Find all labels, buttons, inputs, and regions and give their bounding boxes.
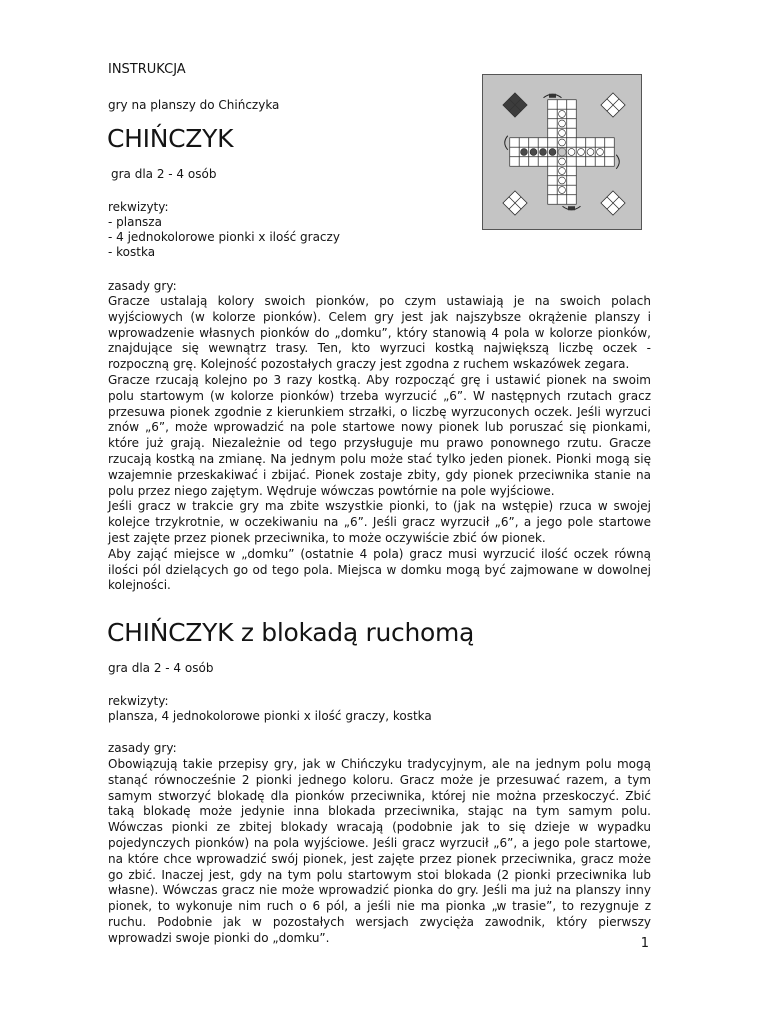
board-square [567,119,577,129]
game2-title: CHIŃCZYK z blokadą ruchomą [107,618,475,647]
paragraph: Gracze ustalają kolory swoich pionków, po czym ustawiają je na swoich polach wyjściowych (w kolorze pionków). Celem gry jest jak najszybsze okrążenie planszy i wprowadzenie własnych pionków do „domku”, który stanowią 4 pola w kolorze pionków, znajdujące się wewnątrz trasy. Ten, kto wyrzuci kostką największą liczbę oczek - rozpoczną grę. Kolejność pozostałych graczy jest zgodna z ruchem wskazówek zegara. [108,294,651,372]
home-circle [559,158,566,165]
game2-players: gra dla 2 - 4 osób [108,661,214,675]
board-square [567,195,577,205]
board-square [605,138,615,148]
board-square [548,100,558,110]
props-label: rekwizyty: [108,200,169,214]
props-item: - kostka [108,245,156,259]
home-circle [568,149,575,156]
board-square [529,138,539,148]
game1-props [108,200,340,260]
board-square [510,147,520,157]
game1-players: gra dla 2 - 4 osób [111,167,217,181]
game1-rules-body [108,294,651,594]
instruction-label: INSTRUKCJA [108,62,186,77]
paragraph: Gracze rzucają kolejno po 3 razy kostką. Aby rozpocząć grę i ustawić pionek na swoim polu startowym (w kolorze pionków) trzeba wyrzucić „6”. W następnych rzutach gracz przesuwa pionek zgodnie z kierunkiem strzałki, o liczbę wyrzuconych oczek. Jeśli wyrzuci znów „6”, może wprowadzić na pole startowe nowy pionek lub poruszać się pionkami, które już grają. Niezależnie od tego przysługuje mu prawo ponownego rzutu. Gracze rzucają kostką na zmianę. Na jednym polu może stać tylko jeden pionek. Pionki mogą się wzajemnie przeskakiwać i zbijać. Pionek zostaje zbity, gdy pionek przeciwnika stanie na polu przez niego zajętym. Wędruje wówczas powtórnie na pole wyjściowe. [108,372,651,498]
props-item: - plansza [108,215,162,229]
board-square [567,128,577,138]
board-square [586,157,596,167]
home-circle [549,149,556,156]
board-square [548,157,558,167]
board-square [567,166,577,176]
home-circle [530,149,537,156]
game-board-illustration [482,74,642,230]
home-circle [559,130,566,137]
center-marker [558,148,566,156]
board-square [548,128,558,138]
board-square [548,176,558,186]
game2-rules-body: Obowiązują takie przepisy gry, jak w Chińczyku tradycyjnym, ale na jednym polu mogą stanąć równocześnie 2 pionki jednego koloru. Gracz może je przesuwać razem, a tym samym stworzyć blokadę dla pionków przeciwnika, której nie można przeskoczyć. Zbić taką blokadę może jedynie inna blokada przeciwnika, stając na tym samym polu. Wówczas pionki ze zbitej blokady wracają (podobnie jak to się dzieje w wypadku pojedynczych pionków) na pola wyjściowe. Jeśli gracz wyrzucił „6”, a jego pole startowe, na które chce wprowadzić swój pionek, jest zajęte przez pionek przeciwnika, gracz może go zbić. Inaczej jest, gdy na tym polu startowym stoi blokada (2 pionki przeciwnika lub własne). Wówczas gracz nie może wprowadzić pionka do gry. Jeśli ma już na planszy inny pionek, to wykonuje nim ruch o 6 pól, a jeśli nie ma pionka „w trasie”, to rezygnuje z ruchu. Podobnie jak w pozostałych wersjach zwycięża zawodnik, który pierwszy wprowadzi swoje pionki do „domku”. [108,757,651,945]
board-square [519,157,529,167]
home-circle [540,149,547,156]
start-marker [568,206,575,210]
board-square [510,157,520,167]
home-circle [559,177,566,184]
board-square [605,147,615,157]
board-square [576,157,586,167]
home-circle [578,149,585,156]
game1-rules-label: zasady gry: [108,279,177,293]
board-square [567,138,577,148]
board-square [548,138,558,148]
paragraph: Jeśli gracz w trakcie gry ma zbite wszystkie pionki, to (jak na wstępie) rzuca w swojej kolejce trzykrotnie, w oczekiwaniu na „6”. Jeśli gracz wyrzucił „6”, a jego pole startowe jest zajęte przez pionek przeciwnika, to może oczywiście zbić ów pionek. [108,499,651,545]
board-square [557,100,567,110]
board-square [548,185,558,195]
start-marker [549,94,556,98]
board-square [538,157,548,167]
board-square [567,157,577,167]
board-square [567,185,577,195]
game1-title: CHIŃCZYK [107,124,234,153]
board-square [557,195,567,205]
board-square [538,138,548,148]
board-square [548,109,558,119]
home-circle [559,139,566,146]
props-item: - 4 jednokolorowe pionki x ilość graczy [108,230,340,244]
home-circle [559,120,566,127]
board-square [586,138,596,148]
board-square [576,138,586,148]
subtitle: gry na planszy do Chińczyka [108,98,280,112]
home-circle [559,168,566,175]
board-square [548,166,558,176]
game2-props-label: rekwizyty: [108,694,169,708]
board-square [510,138,520,148]
board-square [519,138,529,148]
home-circle [521,149,528,156]
board-square [567,176,577,186]
paragraph: Aby zająć miejsce w „domku” (ostatnie 4 pola) gracz musi wyrzucić ilość oczek równą ilości pól dzielących go od tego pola. Miejsca w domku mogą być zajmowane w dowolnej kolejności. [108,546,651,593]
board-square [567,109,577,119]
board-square [529,157,539,167]
board-square [595,157,605,167]
home-circle [587,149,594,156]
home-circle [559,111,566,118]
board-square [595,138,605,148]
home-circle [597,149,604,156]
home-circle [559,187,566,194]
game2-rules-label: zasady gry: [108,741,177,755]
board-square [567,100,577,110]
board-square [548,119,558,129]
game2-props: plansza, 4 jednokolorowe pionki x ilość graczy, kostka [108,709,432,723]
board-square [548,195,558,205]
board-square [605,157,615,167]
page-number: 1 [640,936,649,951]
